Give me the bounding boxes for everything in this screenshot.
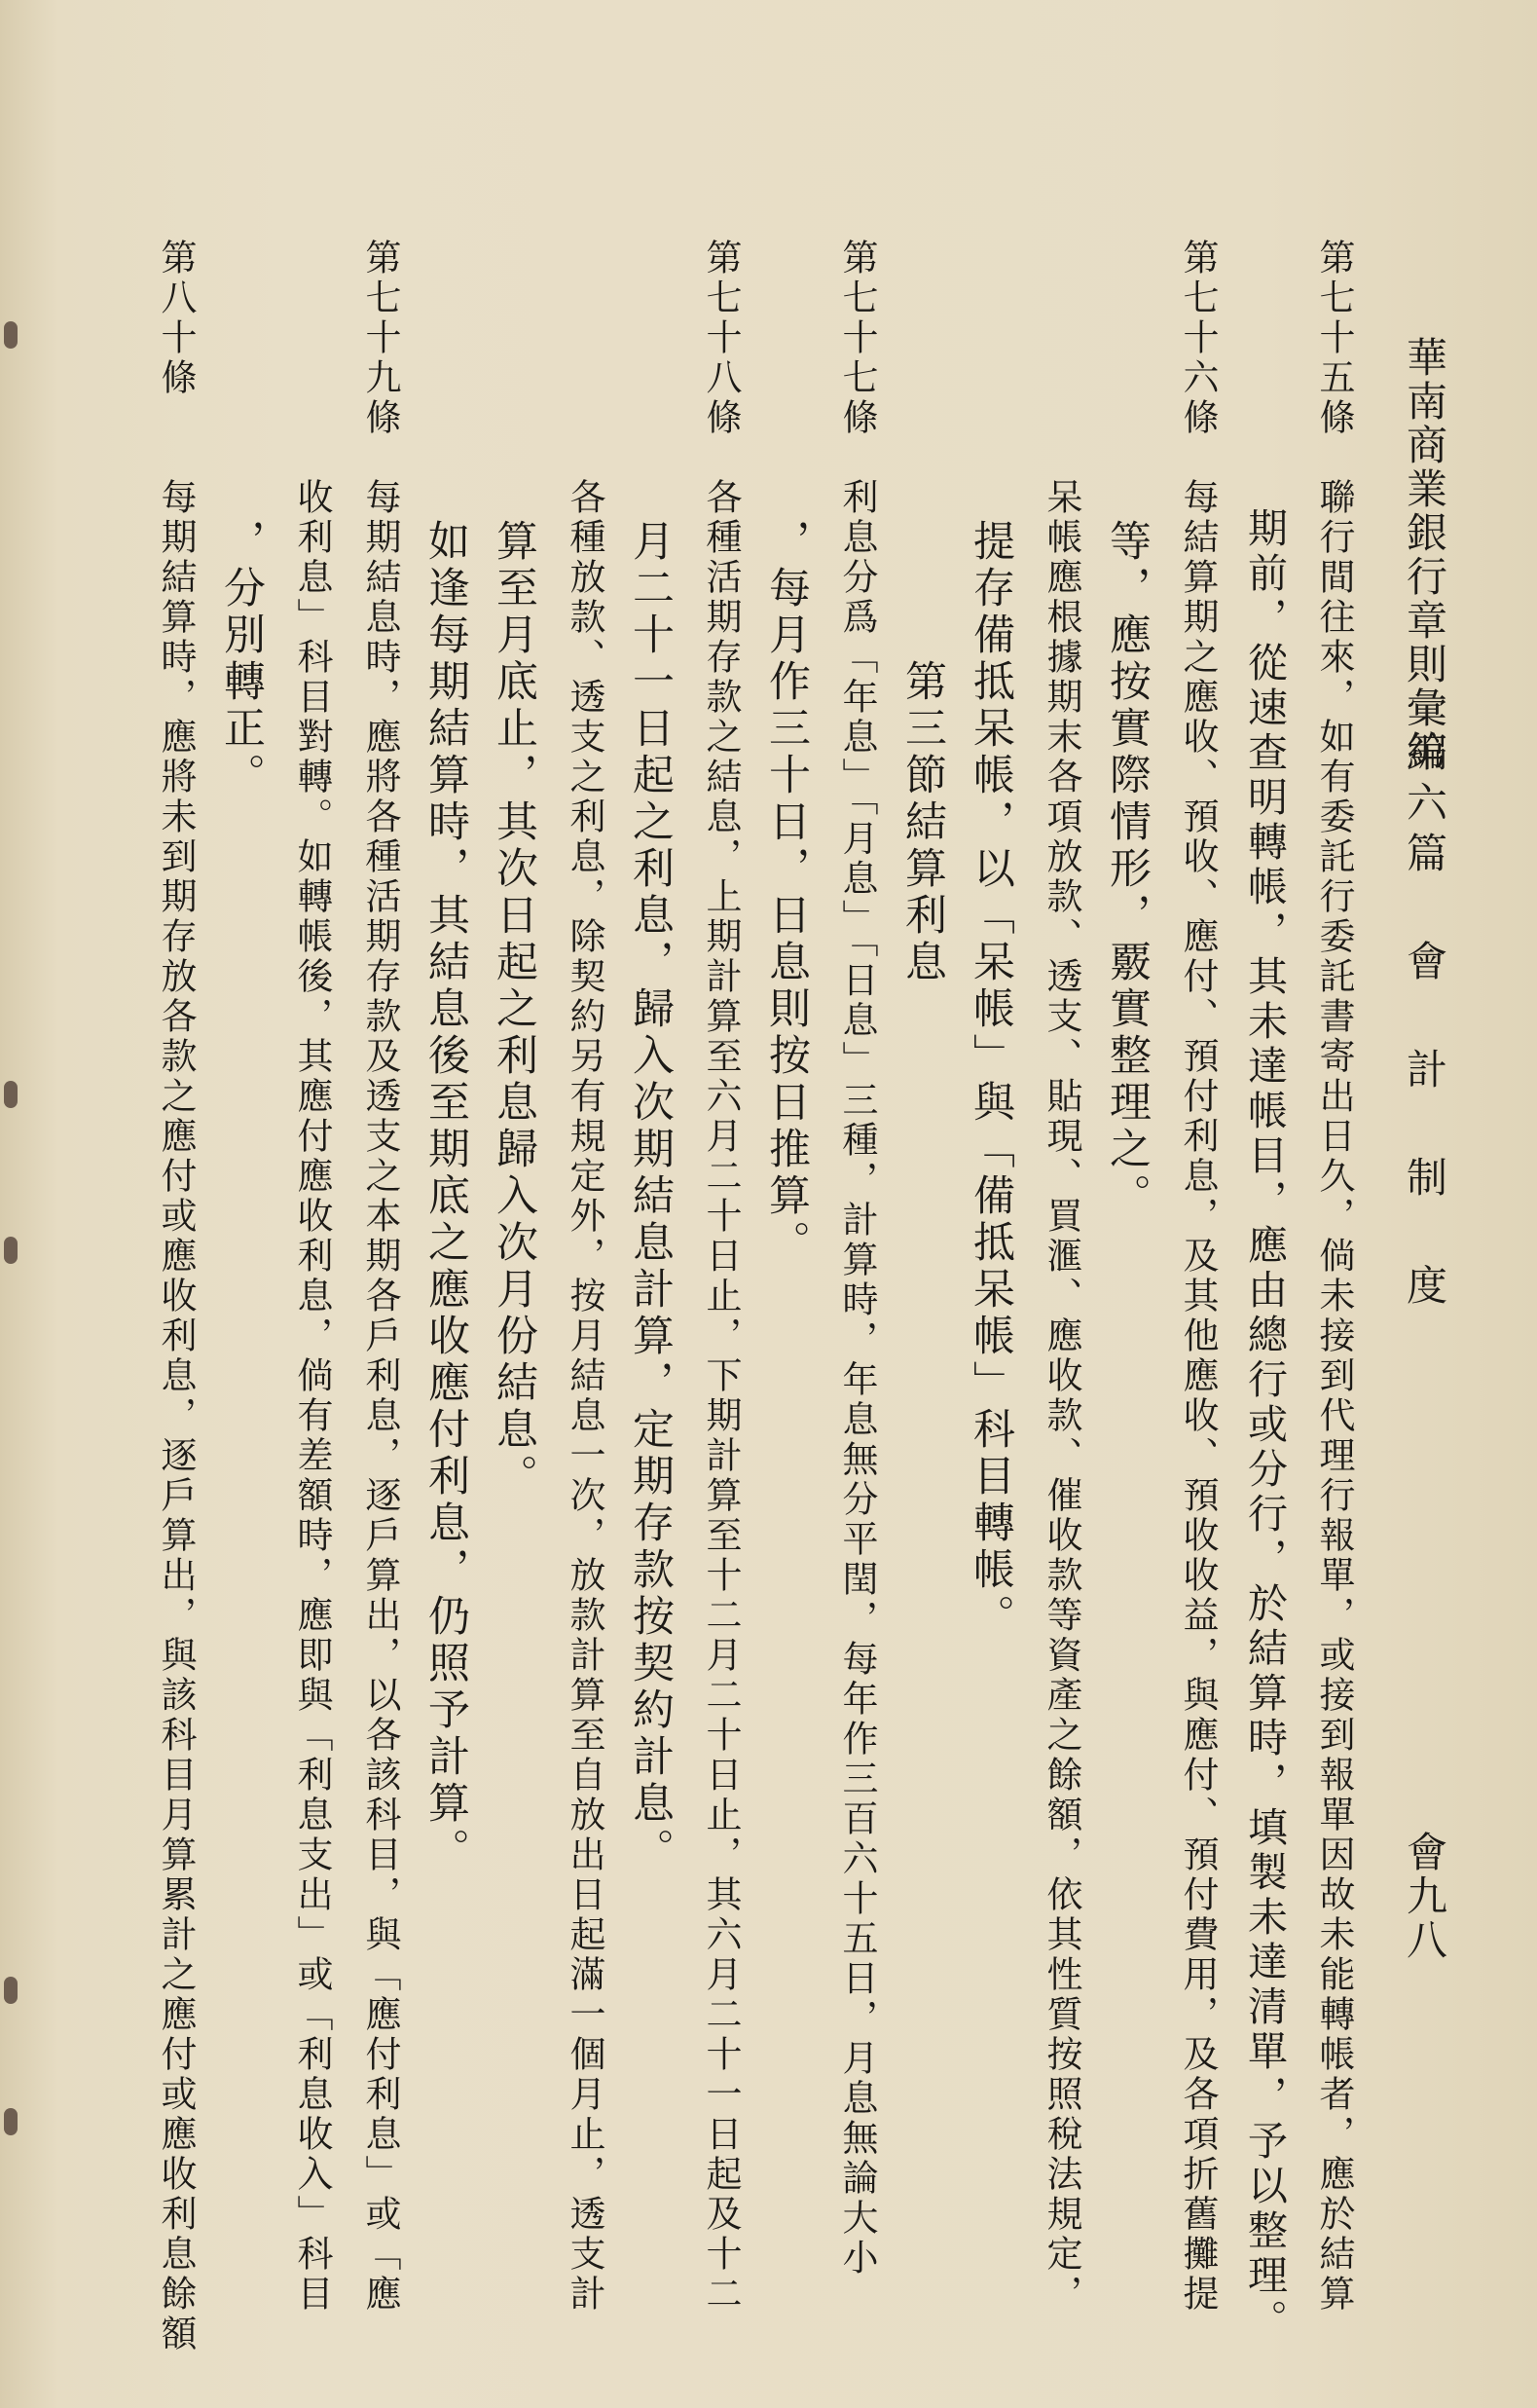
article-76-line-4: 提存備抵呆帳，以「呆帳」與「備抵呆帳」科目轉帳。 (967, 239, 1015, 1641)
article-75-line-2: 期前，從速查明轉帳，其未達帳目，應由總行或分行，於結算時，填製未達清單，予以整理。 (1241, 239, 1288, 2344)
article-78-line-1: 第七十八條 各種活期存款之結息，上期計算至六月二十日止，下期計算至十二月二十日止，其六月二十一日起及十二 (700, 239, 742, 2315)
article-77-line-1: 第七十七條 利息分爲「年息」「月息」「日息」三種，計算時，年息無分平閏，每年作三百六十五日，月息無論大小 (836, 239, 878, 2278)
binding-hole (4, 1081, 18, 1108)
binding-hole (4, 1237, 18, 1264)
article-78-line-5: 如逢每期結算時，其結息後至期底之應收應付利息，仍照予計算。 (421, 239, 470, 1874)
article-79-line-1: 第七十九條 每期結息時，應將各種活期存款及透支之本期各戶利息，逐戶算出，以各該科目，與「應付利息」或「應 (359, 239, 401, 2315)
page-number: 會九八 (1401, 1831, 1448, 1962)
article-78-line-4: 算至月底止，其次日起之利息歸入次月份結息。 (490, 239, 538, 1500)
article-78-line-2: 月二十一日起之利息，歸入次期結息計算，定期存款按契約計息。 (626, 239, 675, 1874)
binding-hole (4, 321, 18, 349)
article-77-line-2: ，每月作三十日，日息則按日推算。 (762, 239, 811, 1267)
article-80-line-1: 第八十條 每期結算時，應將未到期存放各款之應付或應收利息，逐戶算出，與該科目月算累計之應付或應收利息餘額 (155, 239, 197, 2354)
running-head-title: 華南商業銀行章則彙編 (1401, 336, 1448, 774)
binding-hole (4, 1977, 18, 2004)
article-76-line-1: 第七十六條 每結算期之應收、預收、應付、預付利息，及其他應收、預收收益，與應付、預付費用，及各項折舊攤提 (1177, 239, 1219, 2315)
article-79-line-3: ，分別轉正。 (217, 239, 266, 799)
article-75-line-1: 第七十五條 聯行間往來，如有委託行委託書寄出日久，倘未接到代理行報單，或接到報單因故未能轉帳者，應於結算 (1313, 239, 1355, 2315)
article-78-line-3: 各種放款、透支之利息，除契約另有規定外，按月結息一次，放款計算至自放出日起滿一個月止，透支計 (564, 239, 605, 2315)
article-76-line-3: 呆帳應根據期末各項放款、透支、貼現、買滙、應收款、催收款等資產之餘額，依其性質按照稅法規定， (1041, 239, 1082, 2315)
binding-hole (4, 2108, 18, 2135)
running-head-part: 第六篇 會 計 制 度 (1401, 730, 1448, 1315)
article-76-line-2: 等，應按實際情形，覈實整理之。 (1103, 239, 1152, 1220)
section-heading: 第三節結算利息 (898, 239, 947, 986)
article-79-line-2: 收利息」科目對轉。如轉帳後，其應付應收利息，倘有差額時，應即與「利息支出」或「利息收入」科目 (291, 239, 333, 2315)
